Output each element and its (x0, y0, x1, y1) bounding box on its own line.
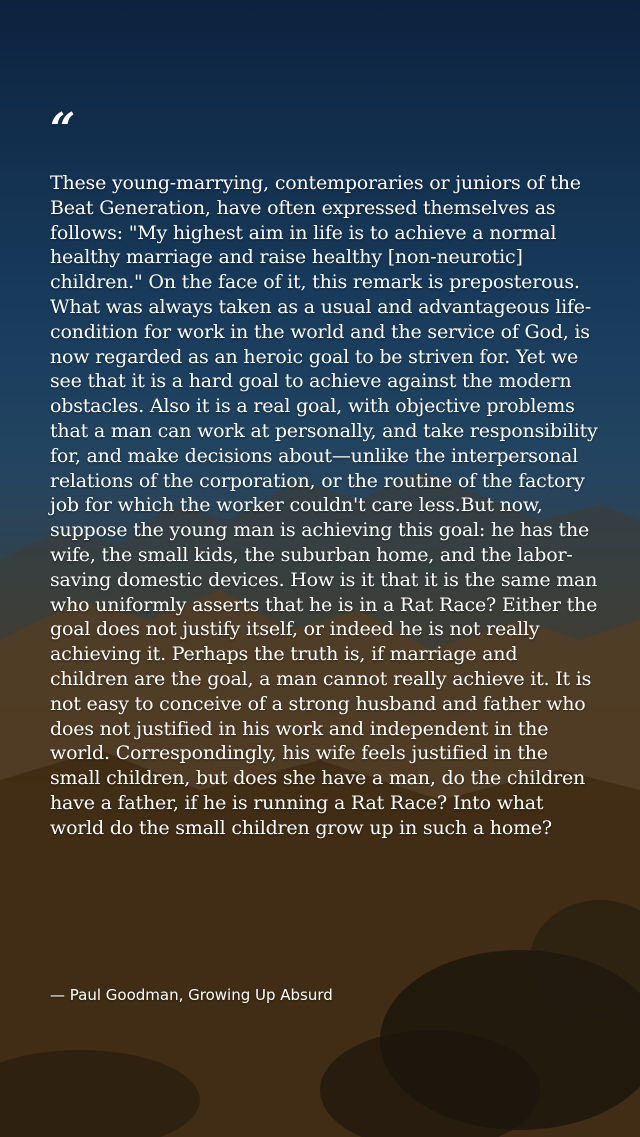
quote-text: These young-marrying, contemporaries or juniors of the Beat Generation, have often expressed themselves as follows: "My highest aim in life is to achieve a normal healthy marriage and raise healthy [non-neurotic] children." On the face of it, this remark is preposterous. What was always taken as a usual and advantageous life-condition for work in the world and the service of God, is now regarded as an heroic goal to be striven for. Yet we see that it is a hard goal to achieve against the modern obstacles. Also it is a real goal, with objective problems that a man can work at personally, and take responsibility for, and make decisions about—unlike the interpersonal relations of the corporation, or the routine of the factory job for which the worker couldn't care less.But now, suppose the young man is achieving this goal: he has the wife, the small kids, the suburban home, and the labor-saving domestic devices. How is it that it is the same man who uniformly asserts that he is in a Rat Race? Either the goal does not justify itself, or indeed he is not really achieving it. Perhaps the truth is, if marriage and children are the goal, a man cannot really achieve it. It is not easy to conceive of a strong husband and father who does not justified in his work and independent in the world. Correspondingly, his wife feels justified in the small children, but does she have a man, do the children have a father, if he is running a Rat Race? Into what world do the small children grow up in such a home? (50, 172, 598, 839)
quote-attribution: — Paul Goodman, Growing Up Absurd (50, 986, 333, 1004)
quote-mark-icon: “ (50, 104, 76, 155)
